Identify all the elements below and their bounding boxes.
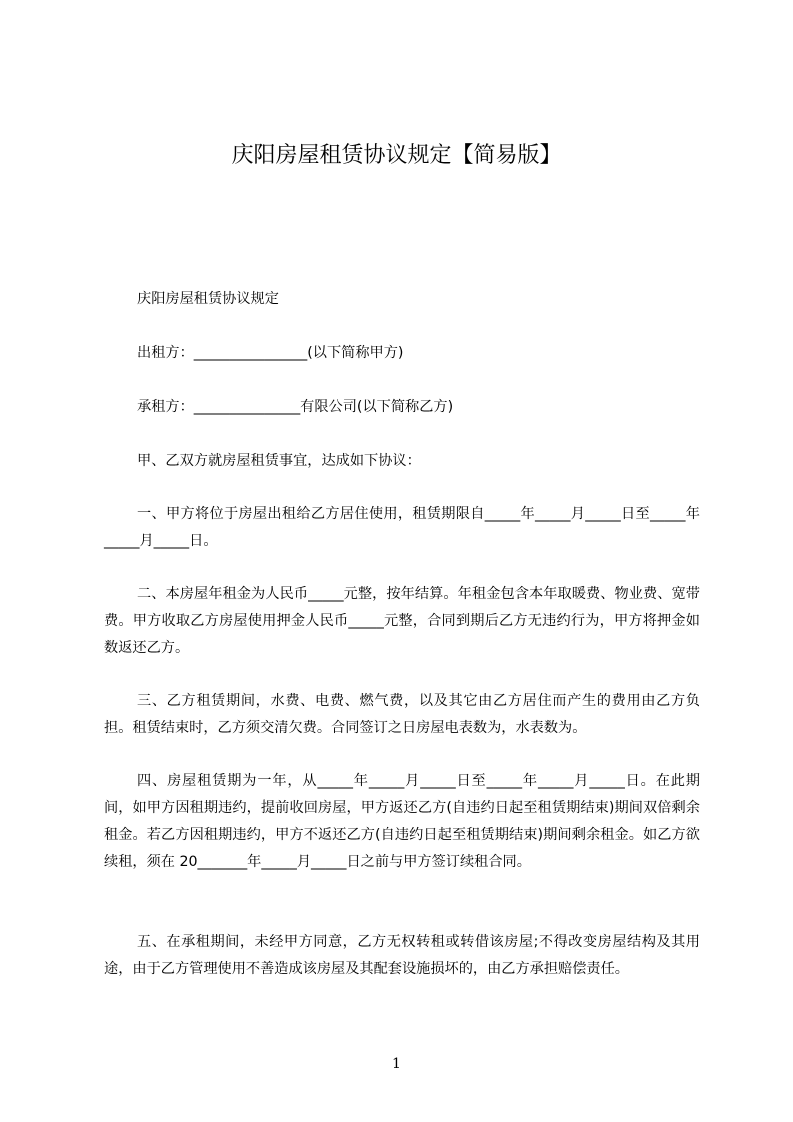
clause-5: 五、在承租期间，未经甲方同意，乙方无权转租或转借该房屋;不得改变房屋结构及其用途，由于乙方管理使用不善造成该房屋及其配套设施损坏的，由乙方承担赔偿责任。 [104,934,700,977]
intro-paragraph: 甲、乙双方就房屋租赁事宜，达成如下协议： [137,453,421,469]
page-number: 1 [392,1056,401,1072]
clause-4: 四、房屋租赁期为一年，从_____年_____月_____日至_____年_____月_____日。在此期间，如甲方因租期违约，提前收回房屋，甲方返还乙方(自违约日起至租赁期结束)期间双倍剩余租金。若乙方因租期违约，甲方不返还乙方(自违约日起至租赁期结束)期间剩余租金。如乙方欲续租，须在 20_______年_____月_____日之前与甲方签订续租合同。 [104,773,700,870]
lessee-line: 承租方：_______________有限公司(以下简称乙方) [137,399,454,415]
lessor-line: 出租方：________________(以下简称甲方) [137,345,404,361]
clause-3: 三、乙方租赁期间，水费、电费、燃气费，以及其它由乙方居住而产生的费用由乙方负担。租赁结束时，乙方须交清欠费。合同签订之日房屋电表数为，水表数为。 [104,693,700,736]
clause-2: 二、本房屋年租金为人民币_____元整，按年结算。年租金包含本年取暖费、物业费、宽带费。甲方收取乙方房屋使用押金人民币_____元整，合同到期后乙方无违约行为，甲方将押金如数返还乙方。 [104,586,700,656]
document-subtitle: 庆阳房屋租赁协议规定 [137,291,279,307]
clause-1: 一、甲方将位于房屋出租给乙方居住使用，租赁期限自_____年_____月_____日至_____年_____月_____日。 [104,506,700,549]
document-title: 庆阳房屋租赁协议规定【简易版】 [231,143,562,168]
